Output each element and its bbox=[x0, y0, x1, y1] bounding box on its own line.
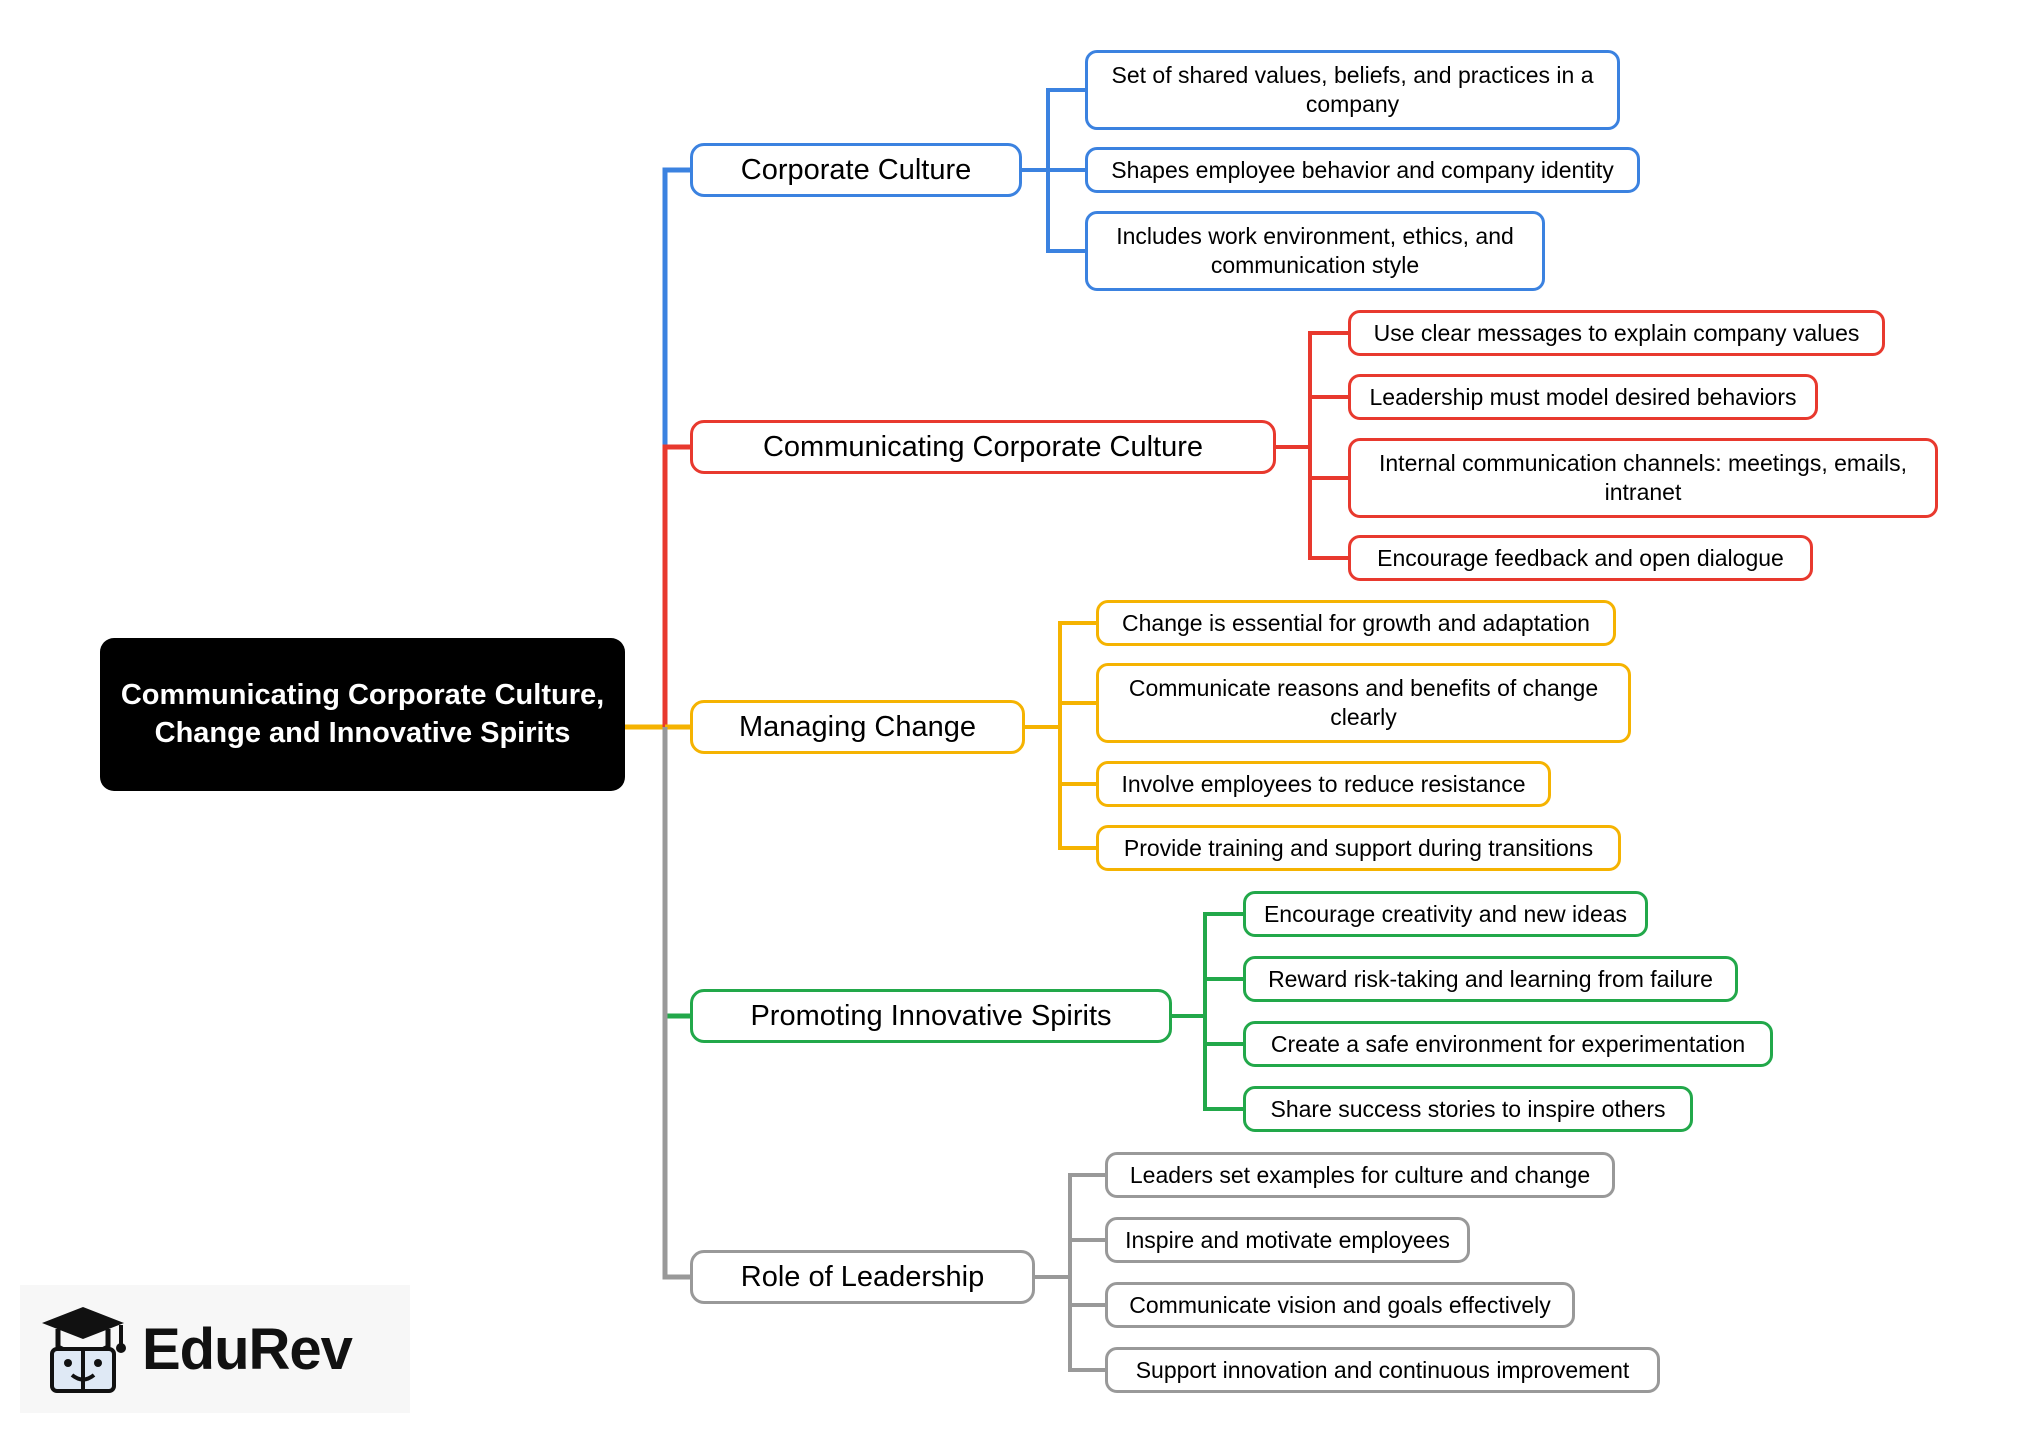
branch-node-corporate-culture[interactable] bbox=[690, 143, 1022, 197]
leaf-node[interactable] bbox=[1096, 600, 1616, 646]
leaf-node[interactable] bbox=[1243, 891, 1648, 937]
leaf-label: Involve employees to reduce resistance bbox=[1121, 770, 1526, 797]
branch-node-role-of-leadership[interactable] bbox=[690, 1250, 1035, 1304]
edurev-logo bbox=[20, 1285, 410, 1413]
edurev-logo-text: EduRev bbox=[142, 1316, 352, 1382]
branch-label: Corporate Culture bbox=[740, 153, 972, 186]
leaf-label: Set of shared values, beliefs, and practices in a company bbox=[1111, 62, 1594, 117]
leaf-node[interactable] bbox=[1243, 1086, 1693, 1132]
branch-label: Managing Change bbox=[738, 710, 976, 743]
leaf-node[interactable] bbox=[1348, 310, 1885, 356]
leaf-label: Reward risk-taking and learning from failure bbox=[1268, 965, 1713, 992]
leaf-label: Includes work environment, ethics, and communication style bbox=[1116, 223, 1514, 278]
leaf-label: Change is essential for growth and adaptation bbox=[1122, 609, 1590, 636]
branch-label: Communicating Corporate Culture bbox=[762, 430, 1204, 463]
leaf-node[interactable] bbox=[1085, 50, 1620, 130]
leaf-node[interactable] bbox=[1348, 374, 1818, 420]
leaf-label: Provide training and support during transitions bbox=[1123, 834, 1594, 861]
branch-label: Role of Leadership bbox=[740, 1260, 985, 1293]
leaf-node[interactable] bbox=[1243, 1021, 1773, 1067]
root-node-label: Communicating Corporate Culture, Change and Innovative Spirits bbox=[120, 679, 605, 749]
leaf-label: Support innovation and continuous improvement bbox=[1135, 1356, 1630, 1383]
leaf-node[interactable] bbox=[1105, 1282, 1575, 1328]
leaf-node[interactable] bbox=[1243, 956, 1738, 1002]
leaf-node[interactable] bbox=[1096, 663, 1631, 743]
leaf-label: Create a safe environment for experimentation bbox=[1270, 1030, 1746, 1057]
leaf-node[interactable] bbox=[1105, 1347, 1660, 1393]
leaf-node[interactable] bbox=[1096, 761, 1551, 807]
leaf-node[interactable] bbox=[1105, 1217, 1470, 1263]
leaf-node[interactable] bbox=[1085, 211, 1545, 291]
graduation-cap-book-icon bbox=[38, 1299, 128, 1400]
leaf-label: Internal communication channels: meetings, emails, intranet bbox=[1379, 450, 1907, 505]
leaf-label: Encourage feedback and open dialogue bbox=[1377, 544, 1784, 571]
leaf-label: Leadership must model desired behaviors bbox=[1369, 383, 1797, 410]
branch-label: Promoting Innovative Spirits bbox=[750, 999, 1112, 1032]
leaf-node[interactable] bbox=[1096, 825, 1621, 871]
leaf-label: Use clear messages to explain company values bbox=[1373, 319, 1860, 346]
branch-node-communicating-corporate-culture[interactable] bbox=[690, 420, 1276, 474]
leaf-node[interactable] bbox=[1105, 1152, 1615, 1198]
leaf-label: Share success stories to inspire others bbox=[1270, 1095, 1666, 1122]
branch-node-managing-change[interactable] bbox=[690, 700, 1025, 754]
leaf-label: Inspire and motivate employees bbox=[1125, 1226, 1450, 1253]
root-node[interactable] bbox=[100, 638, 625, 791]
leaf-label: Communicate vision and goals effectively bbox=[1129, 1291, 1551, 1318]
leaf-label: Shapes employee behavior and company identity bbox=[1111, 156, 1614, 183]
leaf-label: Encourage creativity and new ideas bbox=[1263, 900, 1628, 927]
branch-node-promoting-innovative-spirits[interactable] bbox=[690, 989, 1172, 1043]
leaf-node[interactable] bbox=[1348, 438, 1938, 518]
leaf-node[interactable] bbox=[1348, 535, 1813, 581]
leaf-label: Leaders set examples for culture and change bbox=[1129, 1161, 1591, 1188]
leaf-label: Communicate reasons and benefits of change clearly bbox=[1128, 675, 1599, 730]
leaf-node[interactable] bbox=[1085, 147, 1640, 193]
